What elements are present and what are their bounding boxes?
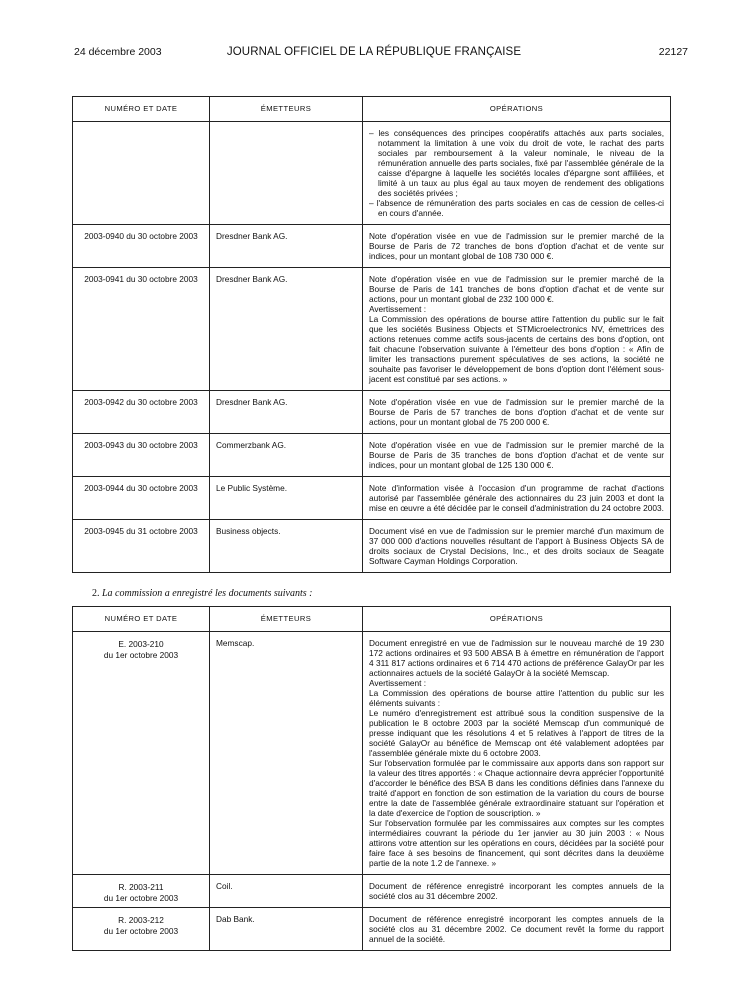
cell-number-date: 2003-0940 du 30 octobre 2003	[73, 225, 210, 268]
operation-paragraph: Note d'opération visée en vue de l'admission sur le premier marché de la Bourse de Paris de 57 tranches de bons d'option d'achat et de vente sur actions, pour un montant global de 75 200 000 €.	[369, 397, 664, 427]
cell-number-date	[73, 908, 210, 951]
registration-number: R. 2003-212	[118, 915, 164, 925]
operation-paragraph: Document visé en vue de l'admission sur le premier marché d'un maximum de 37 000 000 d'actions nouvelles résultant de l'apport à Business Objects SA de droits sociaux de Crystal Decisions, Inc., et des droits sociaux de Seagate Software Cayman Holdings Corporation.	[369, 526, 664, 566]
operation-paragraph: Document enregistré en vue de l'admission sur le nouveau marché de 19 230 172 actions ordinaires et 93 500 ABSA B à émettre en rémunération de l'apport 4 311 817 actions ordinaires et 6 714 470 actions de préférence GalayOr par les actionnaires actuels de la société GalayOr à la société Memscap.	[369, 638, 664, 678]
operation-paragraph: – l'absence de rémunération des parts sociales en cas de cession de celles-ci en cours d'année.	[369, 198, 664, 218]
cell-number-date: 2003-0943 du 30 octobre 2003	[73, 434, 210, 477]
operation-paragraph: La Commission des opérations de bourse attire l'attention du public sur les éléments suivants :	[369, 688, 664, 708]
page-header	[0, 46, 748, 62]
cell-emitter: Commerzbank AG.	[210, 434, 363, 477]
operation-paragraph: Le numéro d'enregistrement est attribué sous la condition suspensive de la publication le 8 octobre 2003 par la société Memscap d'un communiqué de presse indiquant que les résolutions 4 et 5 relatives à l'apport de titres de la société GalayOr au bénéfice de Memscap ont été valablement adoptées par l'assemblée générale mixte du 6 octobre 2003.	[369, 708, 664, 758]
cell-operations	[363, 908, 671, 951]
column-header-operations: OPÉRATIONS	[363, 607, 671, 632]
table-header-row	[73, 607, 671, 632]
cell-operations	[363, 520, 671, 573]
table-row	[73, 520, 671, 573]
cell-number-date: 2003-0942 du 30 octobre 2003	[73, 391, 210, 434]
cell-number-date: 2003-0944 du 30 octobre 2003	[73, 477, 210, 520]
registration-number: E. 2003-210	[118, 639, 164, 649]
operation-paragraph: Note d'opération visée en vue de l'admission sur le premier marché de la Bourse de Paris de 35 tranches de bons d'option d'achat et de vente sur indices, pour un montant global de 125 130 000 €.	[369, 440, 664, 470]
table-row	[73, 875, 671, 908]
operations-table-visas	[72, 96, 671, 573]
table-header-row	[73, 97, 671, 122]
registration-number: R. 2003-211	[118, 882, 164, 892]
registration-date: du 1er octobre 2003	[103, 650, 179, 660]
operation-paragraph: Document de référence enregistré incorporant les comptes annuels de la société clos au 31 décembre 2002. Ce document revêt la forme du rapport annuel de la société.	[369, 914, 664, 944]
cell-emitter: Dresdner Bank AG.	[210, 268, 363, 391]
journal-title: JOURNAL OFFICIEL DE LA RÉPUBLIQUE FRANÇAISE	[226, 46, 522, 58]
table-row	[73, 632, 671, 875]
header-date: 24 décembre 2003	[74, 46, 162, 58]
operations-table-registrations	[72, 606, 671, 951]
cell-number-date	[73, 122, 210, 225]
cell-number-date	[73, 632, 210, 875]
registration-date: du 1er octobre 2003	[103, 893, 179, 903]
section-number: 2.	[92, 588, 100, 599]
page-number: 22127	[658, 46, 688, 58]
column-header-emitters: ÉMETTEURS	[210, 607, 363, 632]
section-text: La commission a enregistré les documents suivants :	[102, 588, 313, 599]
operation-paragraph: La Commission des opérations de bourse attire l'attention du public sur le fait que les sociétés Business Objects et STMicroelectronics NV, émettrices des actions retenues comme actifs sous-jacents de certains des bons d'option, ont fait chacune l'observation suivante à l'émetteur des bons d'option : « Afin de limiter les transactions purement spéculatives de ses actions, la société ne souhaite pas favoriser le développement de bons d'option dont l'élément sous-jacent est constitué par ses actions. »	[369, 314, 664, 384]
table-row	[73, 908, 671, 951]
cell-number-date: 2003-0945 du 31 octobre 2003	[73, 520, 210, 573]
cell-emitter: Dresdner Bank AG.	[210, 391, 363, 434]
cell-emitter: Le Public Système.	[210, 477, 363, 520]
cell-emitter: Memscap.	[210, 632, 363, 875]
table-row	[73, 225, 671, 268]
cell-operations	[363, 875, 671, 908]
cell-operations	[363, 391, 671, 434]
cell-emitter: Coil.	[210, 875, 363, 908]
operation-paragraph: Note d'opération visée en vue de l'admission sur le premier marché de la Bourse de Paris de 72 tranches de bons d'option d'achat et de vente sur indices, pour un montant global de 108 730 000 €.	[369, 231, 664, 261]
operation-paragraph: Note d'opération visée en vue de l'admission sur le premier marché de la Bourse de Paris de 141 tranches de bons d'option d'achat et de vente sur actions, pour un montant global de 232 100 000 €.	[369, 274, 664, 304]
cell-number-date: 2003-0941 du 30 octobre 2003	[73, 268, 210, 391]
column-header-number-date: NUMÉRO ET DATE	[73, 97, 210, 122]
table-row	[73, 122, 671, 225]
table-row	[73, 391, 671, 434]
operation-paragraph: Sur l'observation formulée par le commissaire aux apports dans son rapport sur la valeur des titres apportés : « Chaque actionnaire devra apprécier l'opportunité d'accorder le bénéfice des BSA B dans les conditions définies dans l'annexe du traité d'apport en fonction de son estimation de la variation du cours de bourse entre la date de l'assemblée générale extraordinaire statuant sur l'opération et la date d'exercice de l'option de souscription. »	[369, 758, 664, 818]
operation-paragraph: Document de référence enregistré incorporant les comptes annuels de la société clos au 31 décembre 2002.	[369, 881, 664, 901]
cell-operations	[363, 268, 671, 391]
table-row	[73, 434, 671, 477]
section-heading	[92, 588, 312, 599]
operation-paragraph: – les conséquences des principes coopératifs attachés aux parts sociales, notamment la limitation à une voix du droit de vote, le rachat des parts sociales par remboursement à la valeur nominale, le niveau de la rémunération annuelle des parts sociales, fixé par l'assemblée générale de la caisse d'épargne à laquelle les sociétés locales d'épargne sont affiliées, et limité à un taux au plus égal au taux moyen de rendement des obligations des sociétés privées ;	[369, 128, 664, 198]
table-row	[73, 477, 671, 520]
cell-operations	[363, 477, 671, 520]
cell-operations	[363, 225, 671, 268]
cell-emitter: Dab Bank.	[210, 908, 363, 951]
column-header-emitters: ÉMETTEURS	[210, 97, 363, 122]
cell-operations	[363, 434, 671, 477]
column-header-number-date: NUMÉRO ET DATE	[73, 607, 210, 632]
operation-paragraph: Avertissement :	[369, 304, 427, 314]
cell-emitter: Business objects.	[210, 520, 363, 573]
operation-paragraph: Sur l'observation formulée par les commissaires aux comptes sur les comptes intermédiaires couvrant la période du 1er janvier au 30 juin 2003 : « Nous attirons votre attention sur les opérations en cours, décidées par la société pour faire face à ses besoins de financement, qui sont décrites dans la deuxième partie de la note 1.2 de l'annexe. »	[369, 818, 664, 868]
registration-date: du 1er octobre 2003	[103, 926, 179, 936]
cell-operations	[363, 632, 671, 875]
operation-paragraph: Avertissement :	[369, 678, 427, 688]
cell-number-date	[73, 875, 210, 908]
column-header-operations: OPÉRATIONS	[363, 97, 671, 122]
cell-emitter: Dresdner Bank AG.	[210, 225, 363, 268]
cell-operations	[363, 122, 671, 225]
operation-paragraph: Note d'information visée à l'occasion d'un programme de rachat d'actions autorisé par l'assemblée générale des actionnaires du 23 juin 2003 et dont la mise en œuvre a été décidée par le conseil d'administration du 24 octobre 2003.	[369, 483, 664, 513]
cell-emitter	[210, 122, 363, 225]
table-row	[73, 268, 671, 391]
